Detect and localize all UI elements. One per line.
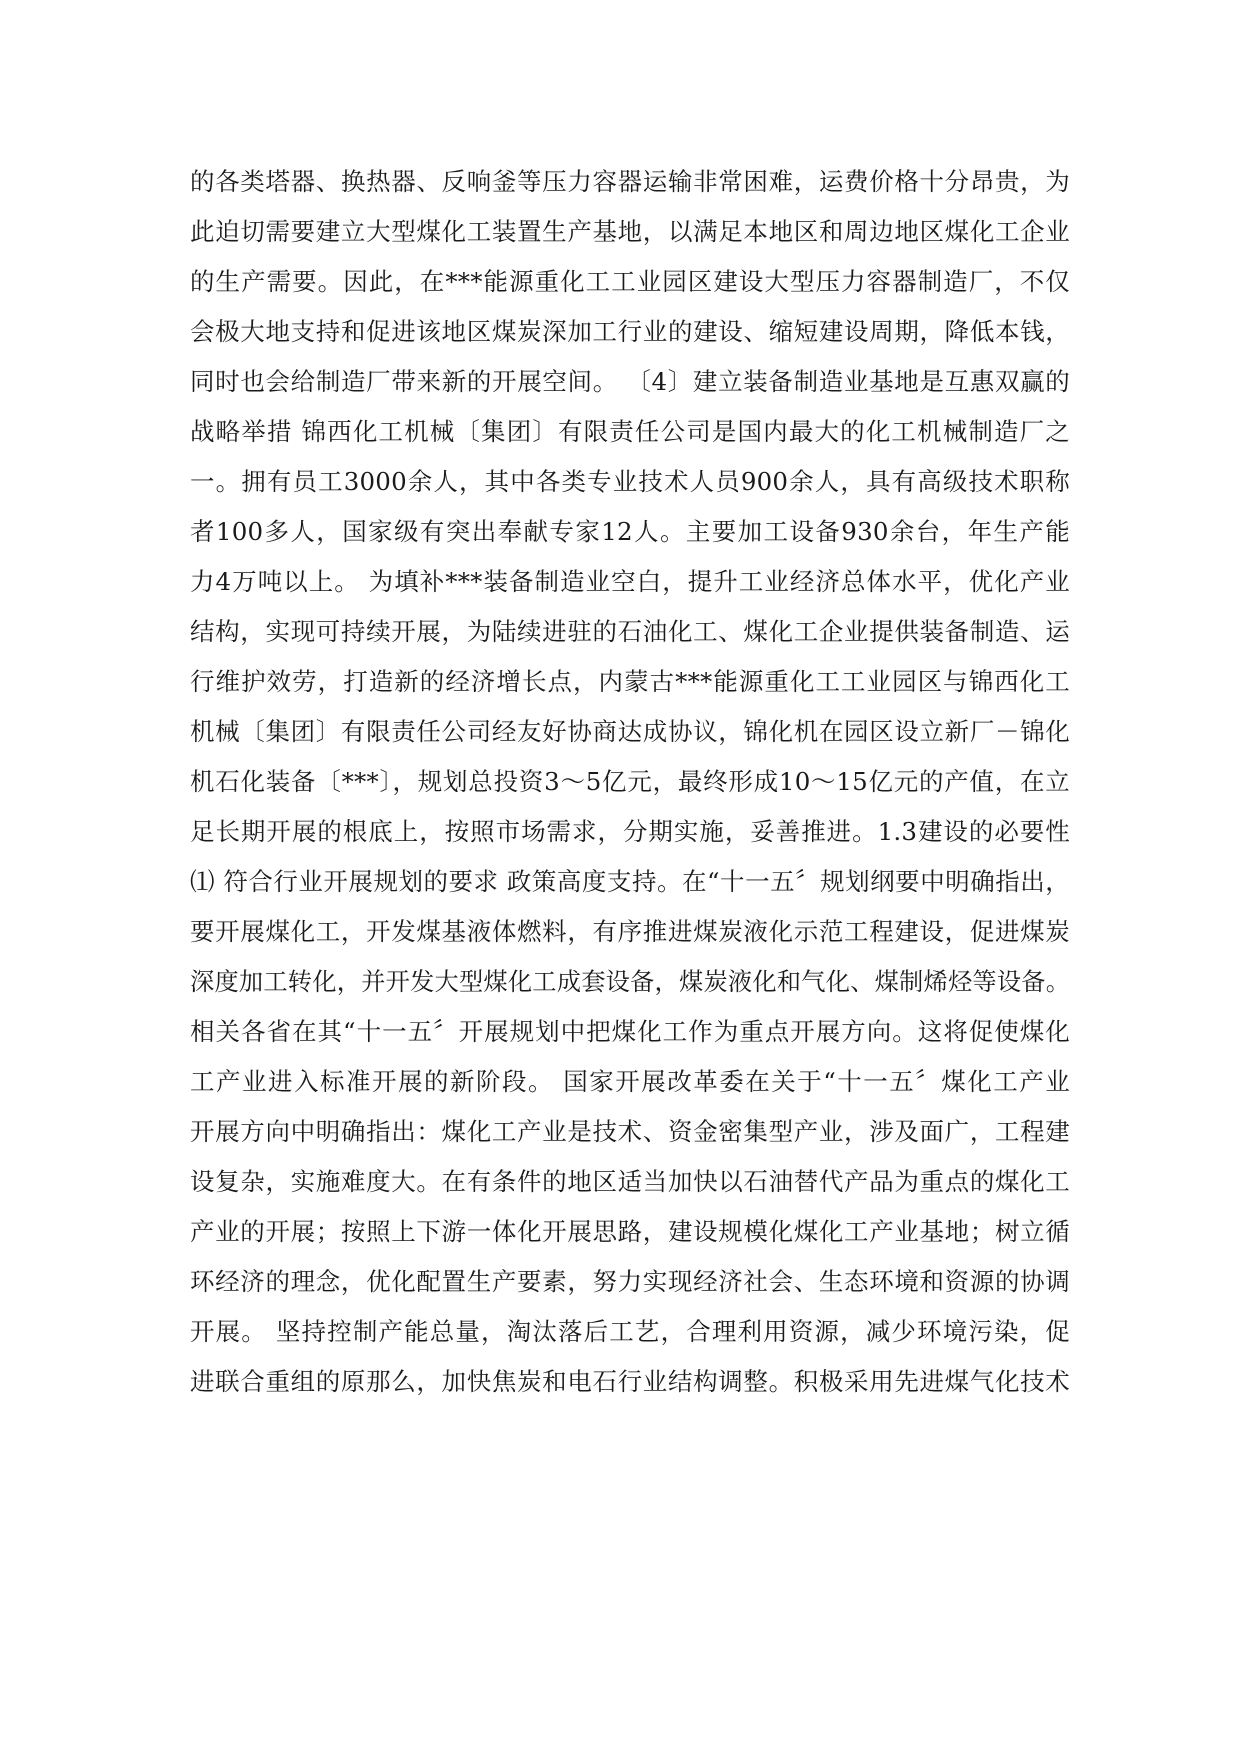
text-line-6: 战略举措 锦西化工机械〔集团〕有限责任公司是国内最大的化工机械制造厂之 [190,417,1070,446]
text-line-21: 设复杂，实施难度大。在有条件的地区适当加快以石油替代产品为重点的煤化工 [190,1167,1070,1196]
text-line-22: 产业的开展；按照上下游一体化开展思路，建设规模化煤化工产业基地；树立循 [190,1217,1070,1246]
text-line-13: 机石化装备〔***〕，规划总投资3～5亿元，最终形成10～15亿元的产值，在立 [190,767,1070,796]
text-line-12: 机械〔集团〕有限责任公司经友好协商达成协议，锦化机在园区设立新厂－锦化 [190,717,1070,746]
body-text [190,157,1070,1407]
text-line-4: 会极大地支持和促进该地区煤炭深加工行业的建设、缩短建设周期，降低本钱， [190,317,1070,346]
text-line-9: 力4万吨以上。 为填补***装备制造业空白，提升工业经济总体水平，优化产业 [190,567,1070,596]
text-line-5: 同时也会给制造厂带来新的开展空间。 〔4〕建立装备制造业基地是互惠双赢的 [190,367,1070,396]
text-line-7: 一。拥有员工3000余人，其中各类专业技术人员900余人，具有高级技术职称 [190,467,1070,496]
text-line-11: 行维护效劳，打造新的经济增长点，内蒙古***能源重化工工业园区与锦西化工 [190,667,1070,696]
text-line-16: 要开展煤化工，开发煤基液体燃料，有序推进煤炭液化示范工程建设，促进煤炭 [190,917,1070,946]
text-line-20: 开展方向中明确指出：煤化工产业是技术、资金密集型产业，涉及面广，工程建 [190,1117,1070,1146]
text-line-25: 进联合重组的原那么，加快焦炭和电石行业结构调整。积极采用先进煤气化技术 [190,1367,1070,1396]
text-line-1: 的各类塔器、换热器、反响釜等压力容器运输非常困难，运费价格十分昂贵，为 [190,167,1070,196]
text-line-17: 深度加工转化，并开发大型煤化工成套设备，煤炭液化和气化、煤制烯烃等设备。 [190,967,1071,996]
text-line-3: 的生产需要。因此，在***能源重化工工业园区建设大型压力容器制造厂，不仅 [190,267,1070,296]
text-line-8: 者100多人，国家级有突出奉献专家12人。主要加工设备930余台，年生产能 [190,517,1070,546]
text-line-2: 此迫切需要建立大型煤化工装置生产基地，以满足本地区和周边地区煤化工企业 [190,217,1070,246]
text-line-19: 工产业进入标准开展的新阶段。 国家开展改革委在关于“十一五〞煤化工产业 [190,1067,1070,1096]
text-line-15: ⑴ 符合行业开展规划的要求 政策高度支持。在“十一五〞规划纲要中明确指出， [190,867,1070,896]
text-line-24: 开展。 坚持控制产能总量，淘汰落后工艺，合理利用资源，减少环境污染，促 [190,1317,1070,1346]
text-line-18: 相关各省在其“十一五〞开展规划中把煤化工作为重点开展方向。这将促使煤化 [190,1017,1070,1046]
text-line-23: 环经济的理念，优化配置生产要素，努力实现经济社会、生态环境和资源的协调 [190,1267,1070,1296]
text-line-10: 结构，实现可持续开展，为陆续进驻的石油化工、煤化工企业提供装备制造、运 [190,617,1070,646]
text-line-14: 足长期开展的根底上，按照市场需求，分期实施，妥善推进。1.3建设的必要性 [190,817,1070,846]
